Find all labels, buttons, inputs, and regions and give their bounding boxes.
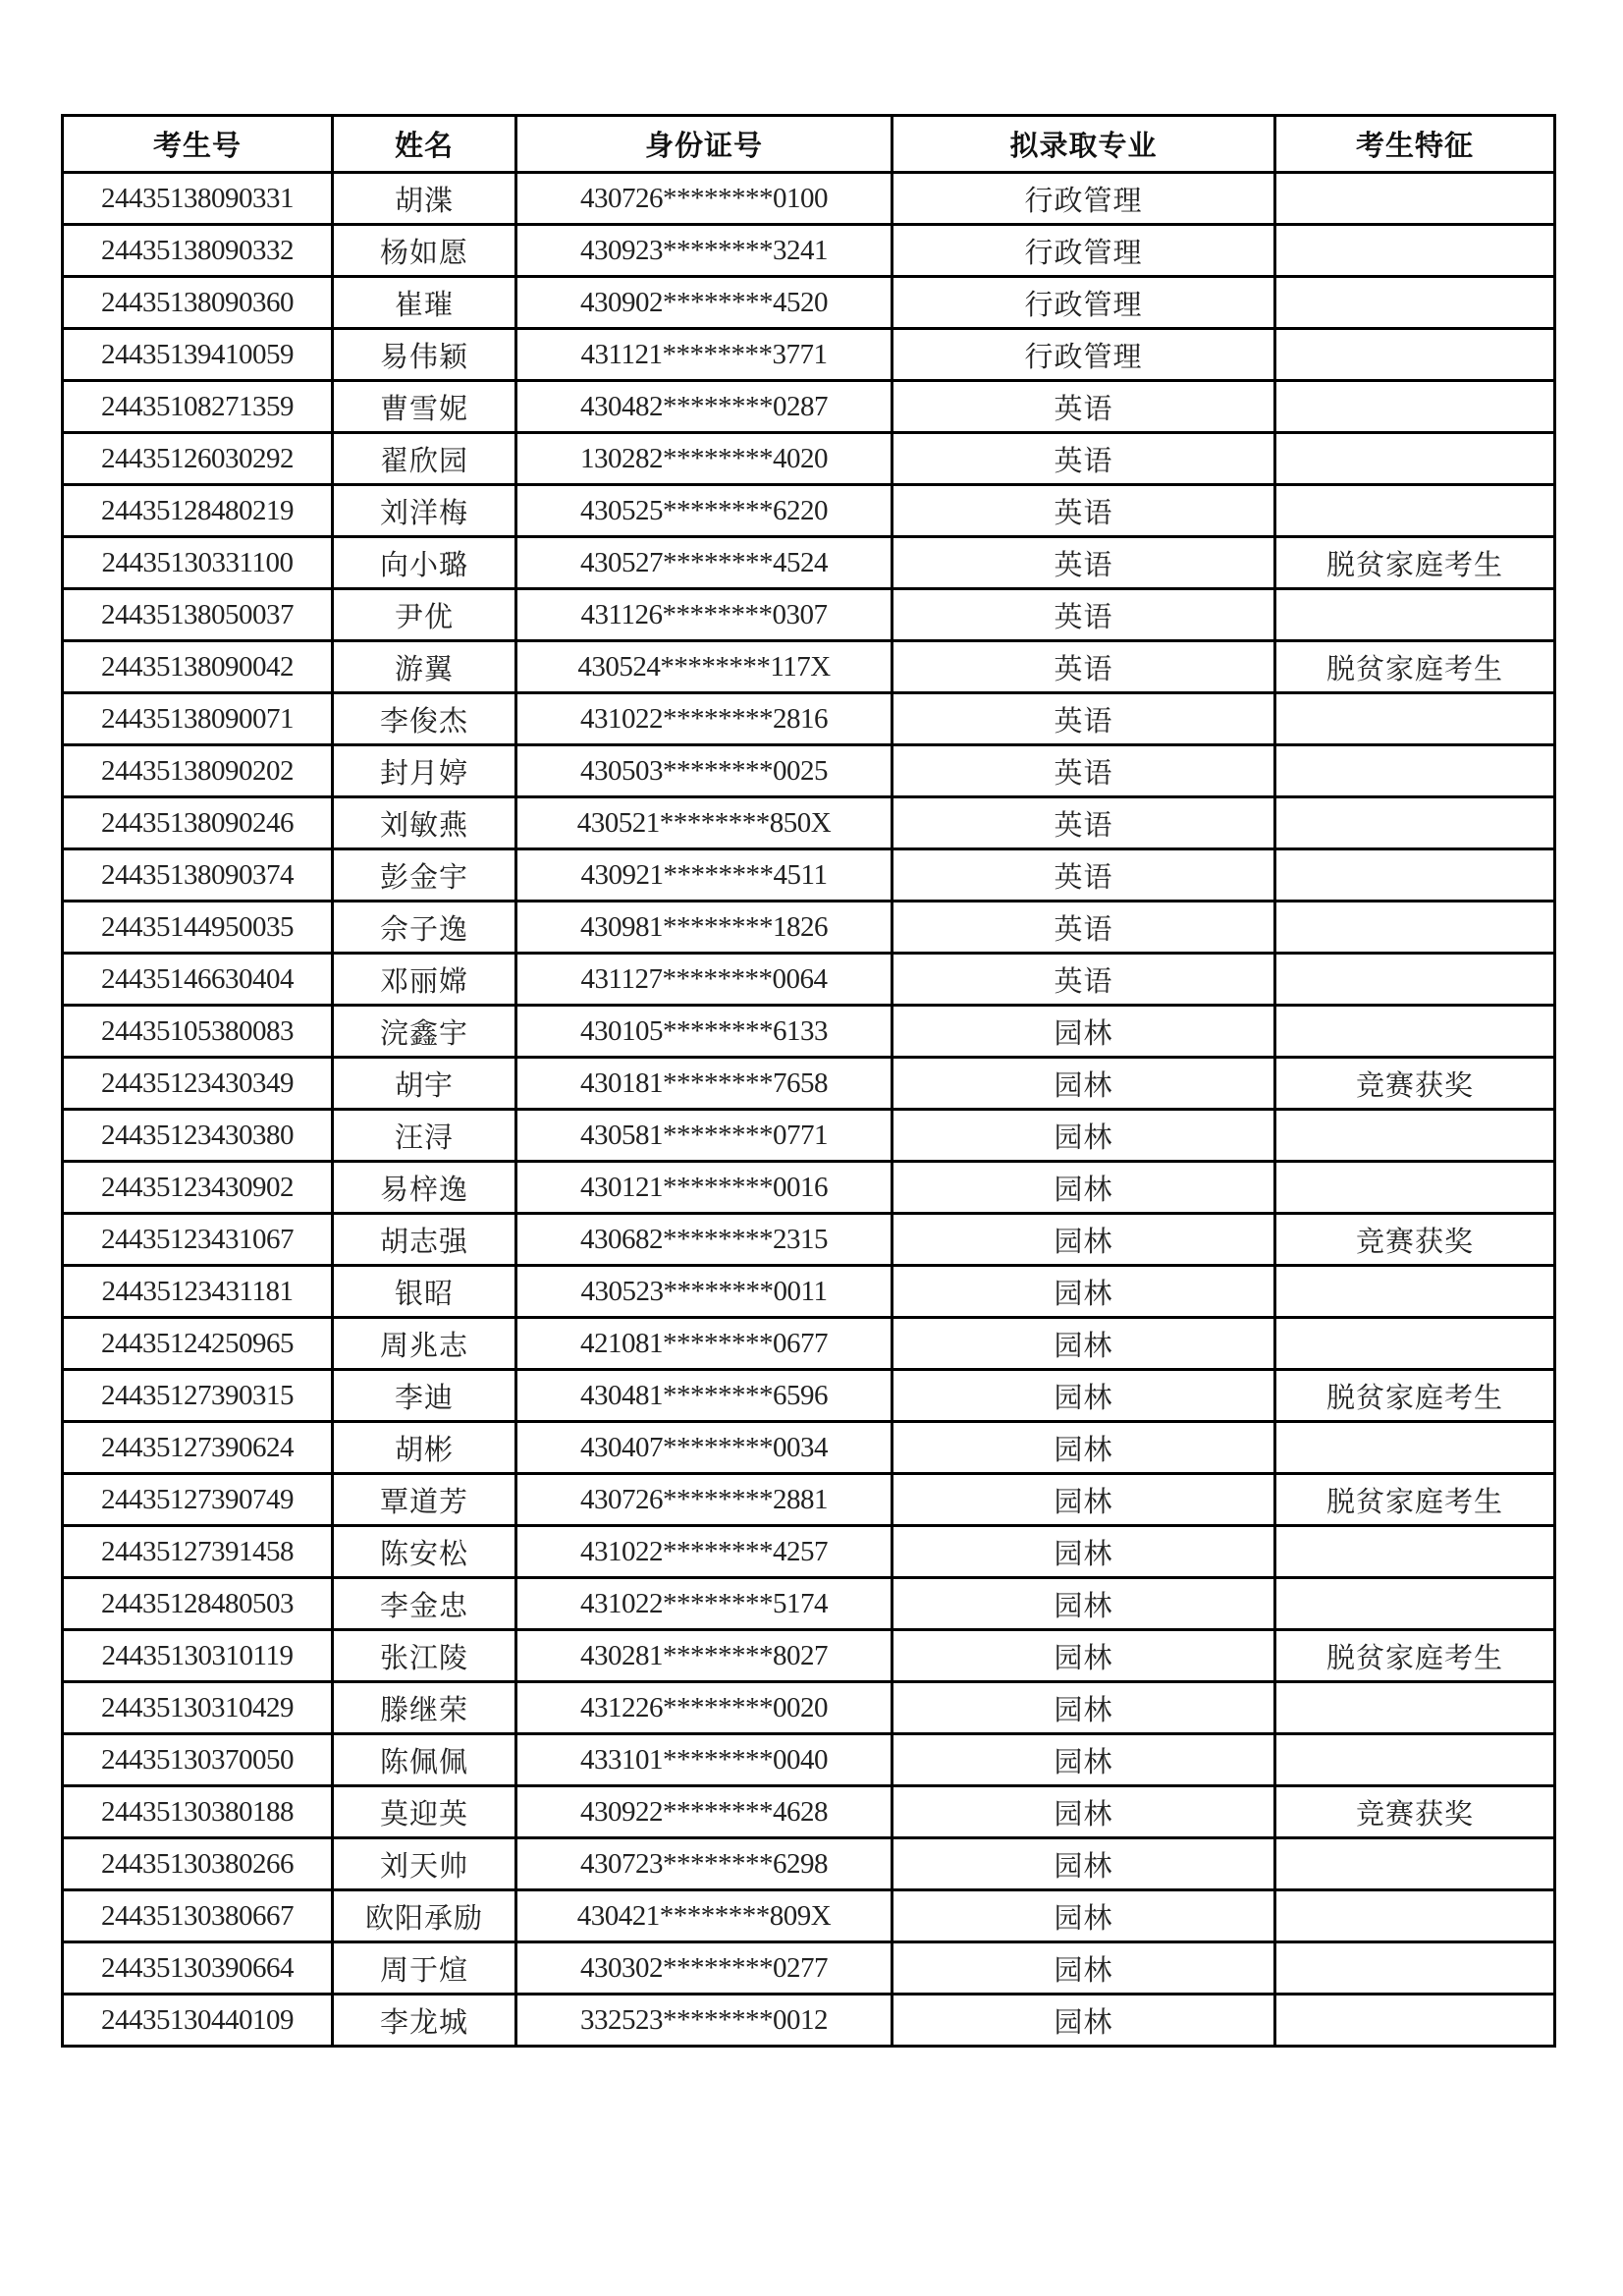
- cell-id-number: 430503********0025: [516, 745, 893, 797]
- table-row: [63, 433, 1555, 485]
- cell-feature: [1275, 1682, 1555, 1734]
- cell-name: 周于煊: [333, 1942, 516, 1995]
- table-row: [63, 1995, 1555, 2047]
- cell-name: 曹雪妮: [333, 381, 516, 433]
- cell-name: 李迪: [333, 1370, 516, 1422]
- cell-major: 园林: [893, 1682, 1275, 1734]
- cell-major: 园林: [893, 1838, 1275, 1890]
- cell-name: 刘天帅: [333, 1838, 516, 1890]
- cell-feature: [1275, 745, 1555, 797]
- cell-exam-number: 24435123430380: [63, 1110, 333, 1162]
- cell-name: 覃道芳: [333, 1474, 516, 1526]
- cell-feature: [1275, 589, 1555, 641]
- table-row: [63, 1110, 1555, 1162]
- cell-exam-number: 24435130380266: [63, 1838, 333, 1890]
- table-body: [63, 173, 1555, 2047]
- table-row: [63, 797, 1555, 849]
- cell-exam-number: 24435138050037: [63, 589, 333, 641]
- cell-major: 英语: [893, 954, 1275, 1006]
- cell-feature: 竞赛获奖: [1275, 1058, 1555, 1110]
- cell-major: 英语: [893, 797, 1275, 849]
- cell-major: 行政管理: [893, 329, 1275, 381]
- cell-id-number: 430482********0287: [516, 381, 893, 433]
- cell-name: 彭金宇: [333, 849, 516, 902]
- cell-name: 浣鑫宇: [333, 1006, 516, 1058]
- cell-exam-number: 24435138090246: [63, 797, 333, 849]
- cell-major: 园林: [893, 1266, 1275, 1318]
- cell-id-number: 431121********3771: [516, 329, 893, 381]
- cell-exam-number: 24435138090331: [63, 173, 333, 225]
- cell-exam-number: 24435130440109: [63, 1995, 333, 2047]
- cell-name: 莫迎英: [333, 1786, 516, 1838]
- cell-id-number: 430302********0277: [516, 1942, 893, 1995]
- cell-feature: [1275, 1266, 1555, 1318]
- cell-major: 英语: [893, 381, 1275, 433]
- cell-feature: [1275, 173, 1555, 225]
- cell-feature: [1275, 954, 1555, 1006]
- cell-name: 刘敏燕: [333, 797, 516, 849]
- admission-list-table: [61, 114, 1556, 2048]
- cell-feature: [1275, 1526, 1555, 1578]
- cell-feature: [1275, 1318, 1555, 1370]
- table-row: [63, 381, 1555, 433]
- cell-major: 英语: [893, 641, 1275, 693]
- cell-feature: [1275, 277, 1555, 329]
- table-row: [63, 1578, 1555, 1630]
- cell-major: 园林: [893, 1630, 1275, 1682]
- table-header-row: [63, 116, 1555, 173]
- cell-major: 英语: [893, 902, 1275, 954]
- cell-id-number: 431127********0064: [516, 954, 893, 1006]
- cell-feature: [1275, 381, 1555, 433]
- table-row: [63, 1890, 1555, 1942]
- cell-major: 英语: [893, 485, 1275, 537]
- table-row: [63, 1526, 1555, 1578]
- cell-exam-number: 24435127390749: [63, 1474, 333, 1526]
- cell-id-number: 433101********0040: [516, 1734, 893, 1786]
- table-row: [63, 1942, 1555, 1995]
- cell-exam-number: 24435138090202: [63, 745, 333, 797]
- table-row: [63, 173, 1555, 225]
- cell-name: 张江陵: [333, 1630, 516, 1682]
- cell-id-number: 430922********4628: [516, 1786, 893, 1838]
- cell-major: 园林: [893, 1110, 1275, 1162]
- cell-exam-number: 24435139410059: [63, 329, 333, 381]
- table-row: [63, 745, 1555, 797]
- table-row: [63, 902, 1555, 954]
- cell-feature: [1275, 1734, 1555, 1786]
- cell-major: 园林: [893, 1422, 1275, 1474]
- cell-name: 翟欣园: [333, 433, 516, 485]
- cell-feature: [1275, 1162, 1555, 1214]
- cell-exam-number: 24435138090042: [63, 641, 333, 693]
- cell-name: 崔璀: [333, 277, 516, 329]
- cell-name: 游翼: [333, 641, 516, 693]
- cell-exam-number: 24435105380083: [63, 1006, 333, 1058]
- cell-major: 英语: [893, 537, 1275, 589]
- cell-major: 英语: [893, 433, 1275, 485]
- cell-feature: 脱贫家庭考生: [1275, 1474, 1555, 1526]
- cell-exam-number: 24435138090071: [63, 693, 333, 745]
- header-major: 拟录取专业: [893, 116, 1275, 173]
- header-name: 姓名: [333, 116, 516, 173]
- cell-id-number: 430481********6596: [516, 1370, 893, 1422]
- cell-name: 李俊杰: [333, 693, 516, 745]
- cell-name: 欧阳承励: [333, 1890, 516, 1942]
- table-row: [63, 1786, 1555, 1838]
- cell-exam-number: 24435123431067: [63, 1214, 333, 1266]
- table-row: [63, 693, 1555, 745]
- cell-feature: [1275, 1422, 1555, 1474]
- cell-name: 胡彬: [333, 1422, 516, 1474]
- cell-feature: [1275, 902, 1555, 954]
- table-row: [63, 1474, 1555, 1526]
- cell-id-number: 130282********4020: [516, 433, 893, 485]
- table-row: [63, 1682, 1555, 1734]
- cell-id-number: 430682********2315: [516, 1214, 893, 1266]
- cell-name: 汪浔: [333, 1110, 516, 1162]
- cell-major: 英语: [893, 589, 1275, 641]
- cell-name: 易伟颖: [333, 329, 516, 381]
- cell-feature: [1275, 1110, 1555, 1162]
- cell-exam-number: 24435123430349: [63, 1058, 333, 1110]
- cell-major: 园林: [893, 1786, 1275, 1838]
- table-row: [63, 485, 1555, 537]
- table-row: [63, 1370, 1555, 1422]
- cell-id-number: 430921********4511: [516, 849, 893, 902]
- cell-major: 园林: [893, 1734, 1275, 1786]
- cell-id-number: 430902********4520: [516, 277, 893, 329]
- cell-exam-number: 24435127390315: [63, 1370, 333, 1422]
- table-row: [63, 1266, 1555, 1318]
- cell-exam-number: 24435138090374: [63, 849, 333, 902]
- header-id-number: 身份证号: [516, 116, 893, 173]
- table-row: [63, 1734, 1555, 1786]
- cell-feature: 脱贫家庭考生: [1275, 537, 1555, 589]
- cell-id-number: 430524********117X: [516, 641, 893, 693]
- cell-id-number: 431022********5174: [516, 1578, 893, 1630]
- cell-exam-number: 24435130380188: [63, 1786, 333, 1838]
- cell-id-number: 430527********4524: [516, 537, 893, 589]
- table-row: [63, 849, 1555, 902]
- cell-id-number: 430105********6133: [516, 1006, 893, 1058]
- table-row: [63, 277, 1555, 329]
- cell-exam-number: 24435127391458: [63, 1526, 333, 1578]
- cell-feature: [1275, 1942, 1555, 1995]
- cell-major: 园林: [893, 1942, 1275, 1995]
- cell-major: 园林: [893, 1214, 1275, 1266]
- table-row: [63, 1058, 1555, 1110]
- cell-id-number: 430521********850X: [516, 797, 893, 849]
- table-row: [63, 1838, 1555, 1890]
- table-row: [63, 329, 1555, 381]
- header-feature: 考生特征: [1275, 116, 1555, 173]
- cell-name: 胡渫: [333, 173, 516, 225]
- cell-major: 英语: [893, 745, 1275, 797]
- cell-feature: [1275, 1890, 1555, 1942]
- cell-exam-number: 24435146630404: [63, 954, 333, 1006]
- cell-major: 英语: [893, 849, 1275, 902]
- cell-major: 行政管理: [893, 225, 1275, 277]
- cell-name: 封月婷: [333, 745, 516, 797]
- cell-name: 李金忠: [333, 1578, 516, 1630]
- cell-exam-number: 24435123431181: [63, 1266, 333, 1318]
- cell-feature: [1275, 797, 1555, 849]
- cell-id-number: 430407********0034: [516, 1422, 893, 1474]
- cell-id-number: 430581********0771: [516, 1110, 893, 1162]
- cell-name: 陈安松: [333, 1526, 516, 1578]
- cell-id-number: 431022********2816: [516, 693, 893, 745]
- cell-feature: [1275, 849, 1555, 902]
- cell-feature: [1275, 485, 1555, 537]
- cell-id-number: 431126********0307: [516, 589, 893, 641]
- cell-feature: 竞赛获奖: [1275, 1786, 1555, 1838]
- cell-id-number: 332523********0012: [516, 1995, 893, 2047]
- cell-feature: [1275, 225, 1555, 277]
- cell-id-number: 430723********6298: [516, 1838, 893, 1890]
- cell-exam-number: 24435123430902: [63, 1162, 333, 1214]
- cell-id-number: 431022********4257: [516, 1526, 893, 1578]
- cell-feature: 竞赛获奖: [1275, 1214, 1555, 1266]
- cell-major: 园林: [893, 1370, 1275, 1422]
- cell-name: 向小璐: [333, 537, 516, 589]
- cell-name: 尹优: [333, 589, 516, 641]
- cell-feature: 脱贫家庭考生: [1275, 641, 1555, 693]
- cell-feature: [1275, 433, 1555, 485]
- cell-feature: [1275, 1578, 1555, 1630]
- cell-name: 易梓逸: [333, 1162, 516, 1214]
- cell-name: 佘子逸: [333, 902, 516, 954]
- cell-major: 园林: [893, 1006, 1275, 1058]
- cell-major: 园林: [893, 1578, 1275, 1630]
- cell-feature: [1275, 1995, 1555, 2047]
- cell-exam-number: 24435108271359: [63, 381, 333, 433]
- cell-major: 园林: [893, 1162, 1275, 1214]
- table-row: [63, 1630, 1555, 1682]
- cell-major: 园林: [893, 1318, 1275, 1370]
- cell-id-number: 430281********8027: [516, 1630, 893, 1682]
- table-row: [63, 954, 1555, 1006]
- cell-id-number: 430726********2881: [516, 1474, 893, 1526]
- cell-major: 园林: [893, 1474, 1275, 1526]
- cell-exam-number: 24435138090332: [63, 225, 333, 277]
- cell-exam-number: 24435130390664: [63, 1942, 333, 1995]
- cell-name: 李龙城: [333, 1995, 516, 2047]
- cell-id-number: 430525********6220: [516, 485, 893, 537]
- cell-name: 刘洋梅: [333, 485, 516, 537]
- cell-feature: 脱贫家庭考生: [1275, 1370, 1555, 1422]
- cell-feature: [1275, 1838, 1555, 1890]
- cell-name: 胡志强: [333, 1214, 516, 1266]
- cell-name: 胡宇: [333, 1058, 516, 1110]
- cell-major: 英语: [893, 693, 1275, 745]
- cell-name: 陈佩佩: [333, 1734, 516, 1786]
- table-row: [63, 1162, 1555, 1214]
- cell-feature: [1275, 1006, 1555, 1058]
- cell-name: 杨如愿: [333, 225, 516, 277]
- cell-exam-number: 24435130380667: [63, 1890, 333, 1942]
- cell-id-number: 430421********809X: [516, 1890, 893, 1942]
- cell-major: 园林: [893, 1995, 1275, 2047]
- cell-id-number: 430726********0100: [516, 173, 893, 225]
- cell-exam-number: 24435128480219: [63, 485, 333, 537]
- header-exam-number: 考生号: [63, 116, 333, 173]
- cell-id-number: 430181********7658: [516, 1058, 893, 1110]
- table-row: [63, 641, 1555, 693]
- cell-name: 滕继荣: [333, 1682, 516, 1734]
- table-row: [63, 1006, 1555, 1058]
- cell-id-number: 430981********1826: [516, 902, 893, 954]
- cell-exam-number: 24435130370050: [63, 1734, 333, 1786]
- cell-exam-number: 24435126030292: [63, 433, 333, 485]
- cell-major: 园林: [893, 1526, 1275, 1578]
- cell-exam-number: 24435144950035: [63, 902, 333, 954]
- cell-name: 邓丽嫦: [333, 954, 516, 1006]
- table-row: [63, 225, 1555, 277]
- cell-id-number: 430121********0016: [516, 1162, 893, 1214]
- cell-major: 园林: [893, 1890, 1275, 1942]
- cell-major: 行政管理: [893, 277, 1275, 329]
- cell-id-number: 431226********0020: [516, 1682, 893, 1734]
- cell-exam-number: 24435130310429: [63, 1682, 333, 1734]
- cell-id-number: 430523********0011: [516, 1266, 893, 1318]
- cell-name: 银昭: [333, 1266, 516, 1318]
- cell-feature: [1275, 693, 1555, 745]
- cell-major: 园林: [893, 1058, 1275, 1110]
- table-row: [63, 589, 1555, 641]
- table-row: [63, 1422, 1555, 1474]
- cell-exam-number: 24435124250965: [63, 1318, 333, 1370]
- table-row: [63, 1318, 1555, 1370]
- cell-exam-number: 24435130310119: [63, 1630, 333, 1682]
- cell-exam-number: 24435128480503: [63, 1578, 333, 1630]
- cell-id-number: 421081********0677: [516, 1318, 893, 1370]
- cell-major: 行政管理: [893, 173, 1275, 225]
- cell-name: 周兆志: [333, 1318, 516, 1370]
- cell-exam-number: 24435138090360: [63, 277, 333, 329]
- cell-feature: [1275, 329, 1555, 381]
- table-row: [63, 1214, 1555, 1266]
- cell-exam-number: 24435130331100: [63, 537, 333, 589]
- table-row: [63, 537, 1555, 589]
- cell-id-number: 430923********3241: [516, 225, 893, 277]
- cell-exam-number: 24435127390624: [63, 1422, 333, 1474]
- cell-feature: 脱贫家庭考生: [1275, 1630, 1555, 1682]
